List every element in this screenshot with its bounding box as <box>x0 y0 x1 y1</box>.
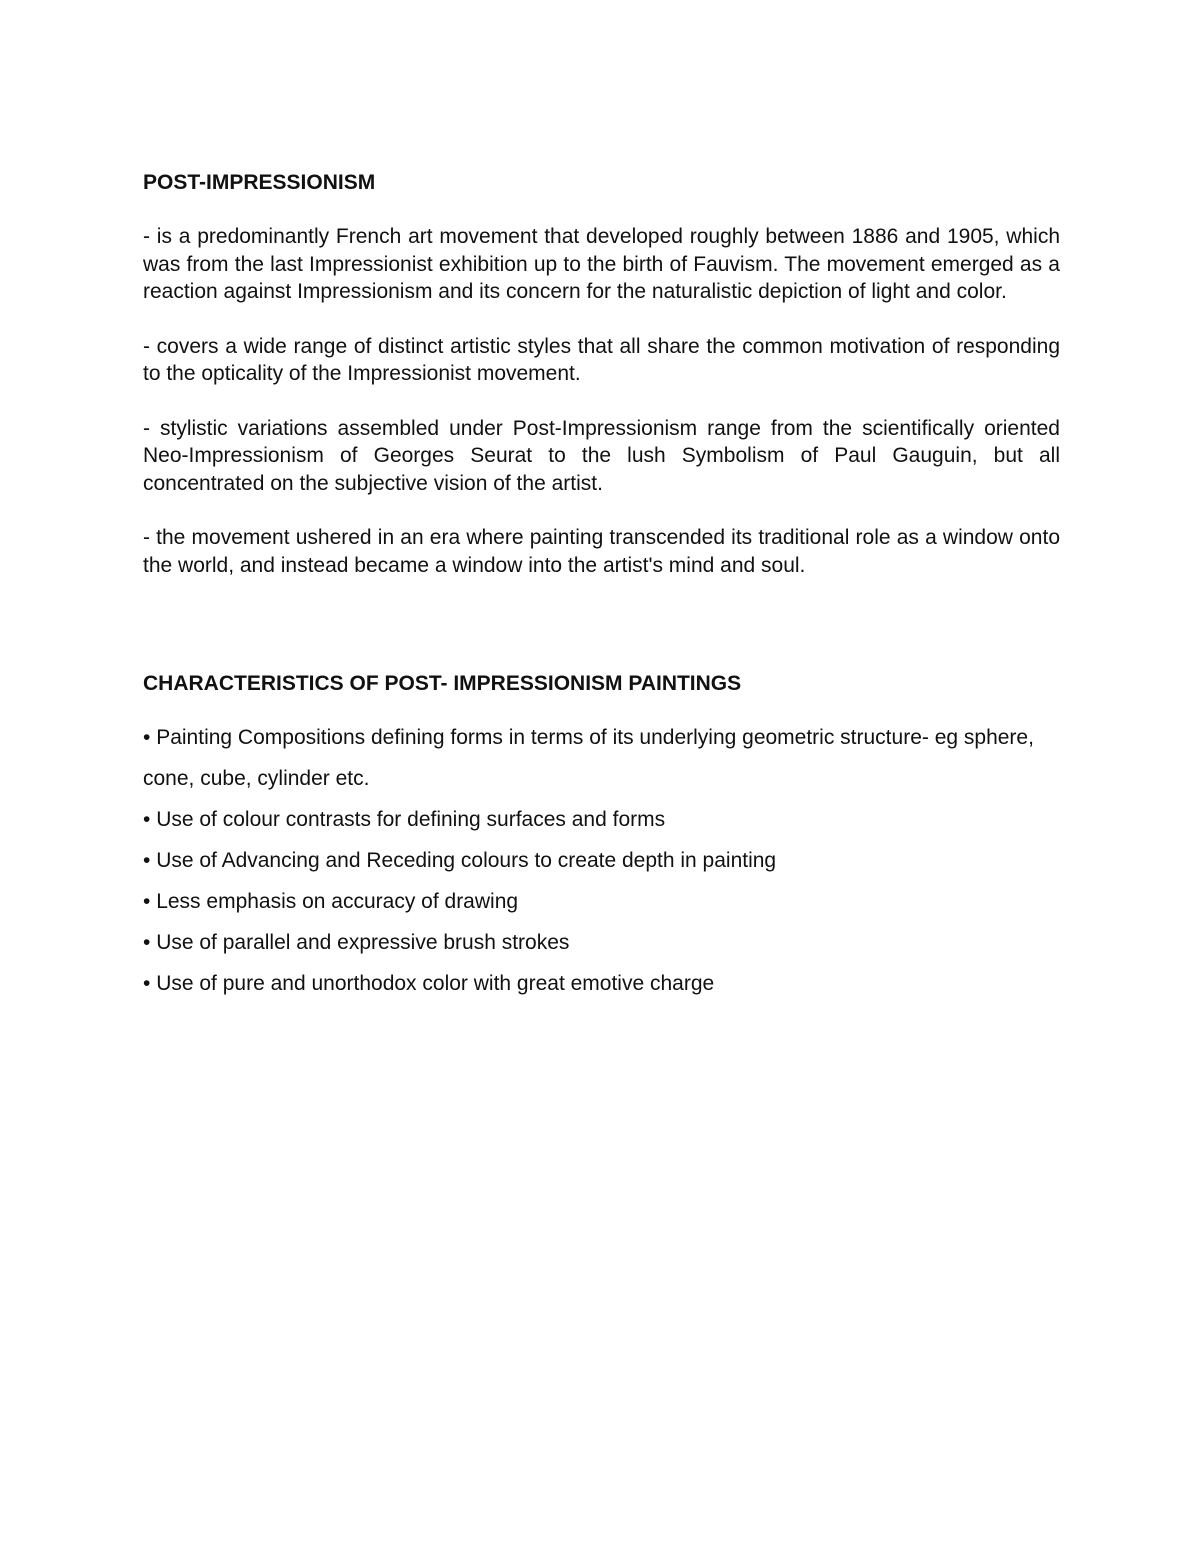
bullet-icon: • <box>143 849 151 872</box>
paragraph-variations: - stylistic variations assembled under Post-Impressionism range from the scientifically oriented Neo-Impressionism of Georges Seurat to the lush Symbolism of Paul Gauguin, but all concentrated on the subjective vision of the artist. <box>143 416 1060 495</box>
section-title-post-impressionism: POST-IMPRESSIONISM <box>143 171 376 194</box>
list-item-text: Use of colour contrasts for defining surfaces and forms <box>156 808 666 831</box>
bullet-icon: • <box>143 808 151 831</box>
list-item <box>143 963 1060 1004</box>
paragraph-definition: - is a predominantly French art movement that developed roughly between 1886 and 1905, which was from the last Impressionist exhibition up to the birth of Fauvism. The movement emerged as a reaction against Impressionism and its concern for the naturalistic depiction of light and color. <box>143 225 1060 303</box>
list-item <box>143 881 1060 922</box>
list-item <box>143 922 1060 963</box>
bullet-icon: • <box>143 726 151 749</box>
bullet-icon: • <box>143 972 151 995</box>
list-item-text: Painting Compositions defining forms in terms of its underlying geometric structure- eg sphere, cone, cube, cylinder etc. <box>143 726 1034 790</box>
list-item <box>143 799 1060 840</box>
list-item-text: Less emphasis on accuracy of drawing <box>156 890 519 913</box>
bullet-icon: • <box>143 890 151 913</box>
list-item <box>143 840 1060 881</box>
list-item <box>143 717 1060 799</box>
characteristics-list <box>143 717 1060 1004</box>
section-title-characteristics: CHARACTERISTICS OF POST- IMPRESSIONISM PAINTINGS <box>143 672 742 695</box>
document-content <box>143 168 1060 1004</box>
list-item-text: Use of parallel and expressive brush strokes <box>156 931 570 954</box>
bullet-icon: • <box>143 931 151 954</box>
paragraph-styles: - covers a wide range of distinct artistic styles that all share the common motivation of responding to the opticality of the Impressionist movement. <box>143 334 1060 385</box>
paragraph-era: - the movement ushered in an era where painting transcended its traditional role as a window onto the world, and instead became a window into the artist's mind and soul. <box>143 526 1060 577</box>
list-item-text: Use of Advancing and Receding colours to create depth in painting <box>156 849 777 872</box>
list-item-text: Use of pure and unorthodox color with great emotive charge <box>156 972 715 995</box>
